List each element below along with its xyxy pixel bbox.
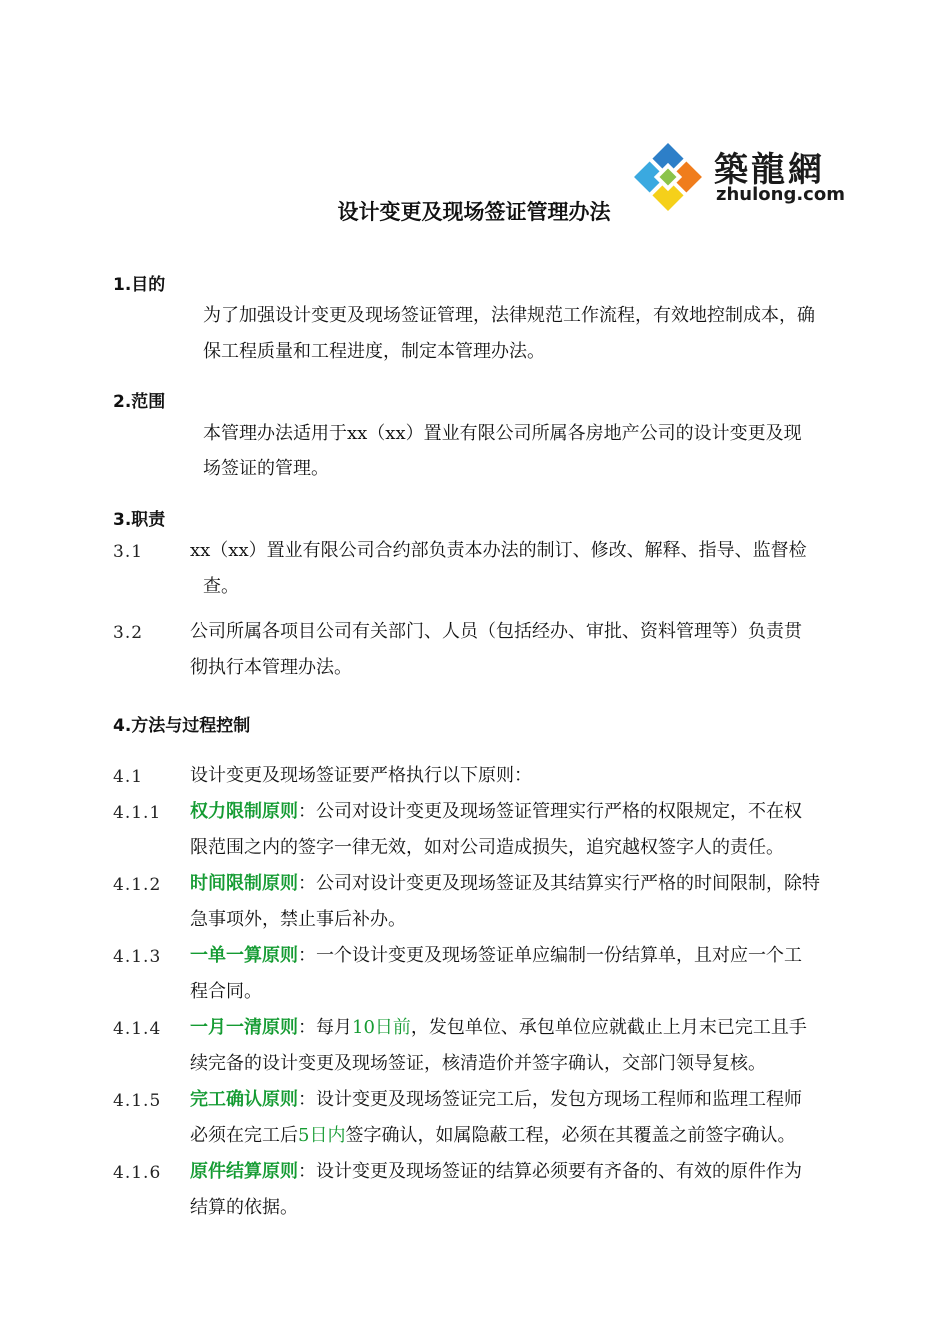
principle-label: 一月一清原则 [190, 1017, 298, 1038]
deadline-highlight: 5日内 [298, 1125, 346, 1146]
principle-line-2: 限范围之内的签字一律无效，如对公司造成损失，追究越权签字人的责任。 [190, 837, 784, 858]
principle-line-1: 时间限制原则：公司对设计变更及现场签证及其结算实行严格的时间限制，除特 [190, 873, 820, 894]
principle-line-1: 权力限制原则：公司对设计变更及现场签证管理实行严格的权限规定，不在权 [190, 801, 802, 822]
section-1-line-2: 保工程质量和工程进度，制定本管理办法。 [203, 341, 545, 362]
item-number: 3.2 [113, 623, 144, 643]
principle-line-2: 续完备的设计变更及现场签证，核清造价并签字确认，交部门领导复核。 [190, 1053, 766, 1074]
item-number: 4.1.1 [113, 803, 162, 823]
principle-line-1: 完工确认原则：设计变更及现场签证完工后，发包方现场工程师和监理工程师 [190, 1089, 802, 1110]
item-number: 3.1 [113, 542, 144, 562]
principle-label: 完工确认原则 [190, 1089, 298, 1110]
item-number: 4.1.3 [113, 947, 162, 967]
logo-english-text: zhulong.com [716, 184, 845, 205]
item-number: 4.1.4 [113, 1019, 162, 1039]
item-line-1: 公司所属各项目公司有关部门、人员（包括经办、审批、资料管理等）负责贯 [190, 621, 802, 642]
section-2-line-2: 场签证的管理。 [203, 458, 329, 479]
principle-label: 一单一算原则 [190, 945, 298, 966]
principle-line-1: 一月一清原则：每月10日前，发包单位、承包单位应就截止上月末已完工且手 [190, 1017, 807, 1038]
principle-label: 原件结算原则 [190, 1161, 298, 1182]
principle-line-1: 原件结算原则：设计变更及现场签证的结算必须要有齐备的、有效的原件作为 [190, 1161, 802, 1182]
item-number: 4.1.5 [113, 1091, 162, 1111]
section-4-heading: 4.方法与过程控制 [113, 716, 251, 736]
principle-label: 权力限制原则 [190, 801, 298, 822]
item-line-1: xx（xx）置业有限公司合约部负责本办法的制订、修改、解释、指导、监督检 [190, 540, 807, 561]
item-line-2: 查。 [203, 576, 239, 597]
section-3-heading: 3.职责 [113, 510, 166, 530]
principle-line-2: 急事项外，禁止事后补办。 [190, 909, 406, 930]
item-number: 4.1.2 [113, 875, 162, 895]
section-1-heading: 1.目的 [113, 275, 166, 295]
item-number: 4.1 [113, 767, 144, 787]
principle-line-2: 结算的依据。 [190, 1197, 298, 1218]
section-2-heading: 2.范围 [113, 392, 166, 412]
section-2-line-1: 本管理办法适用于xx（xx）置业有限公司所属各房地产公司的设计变更及现 [203, 423, 802, 444]
section-1-line-1: 为了加强设计变更及现场签证管理，法律规范工作流程，有效地控制成本，确 [203, 305, 815, 326]
principle-line-2: 必须在完工后5日内签字确认，如属隐蔽工程，必须在其覆盖之前签字确认。 [190, 1125, 796, 1146]
item-number: 4.1.6 [113, 1163, 162, 1183]
principle-line-1: 一单一算原则：一个设计变更及现场签证单应编制一份结算单，且对应一个工 [190, 945, 802, 966]
deadline-highlight: 10日前 [352, 1017, 411, 1038]
document-title: 设计变更及现场签证管理办法 [337, 200, 611, 224]
section-4-intro: 设计变更及现场签证要严格执行以下原则： [190, 765, 532, 786]
logo-chinese-text: 築龍網 [714, 150, 825, 190]
principle-line-2: 程合同。 [190, 981, 262, 1002]
item-line-2: 彻执行本管理办法。 [190, 657, 352, 678]
principle-label: 时间限制原则 [190, 873, 298, 894]
